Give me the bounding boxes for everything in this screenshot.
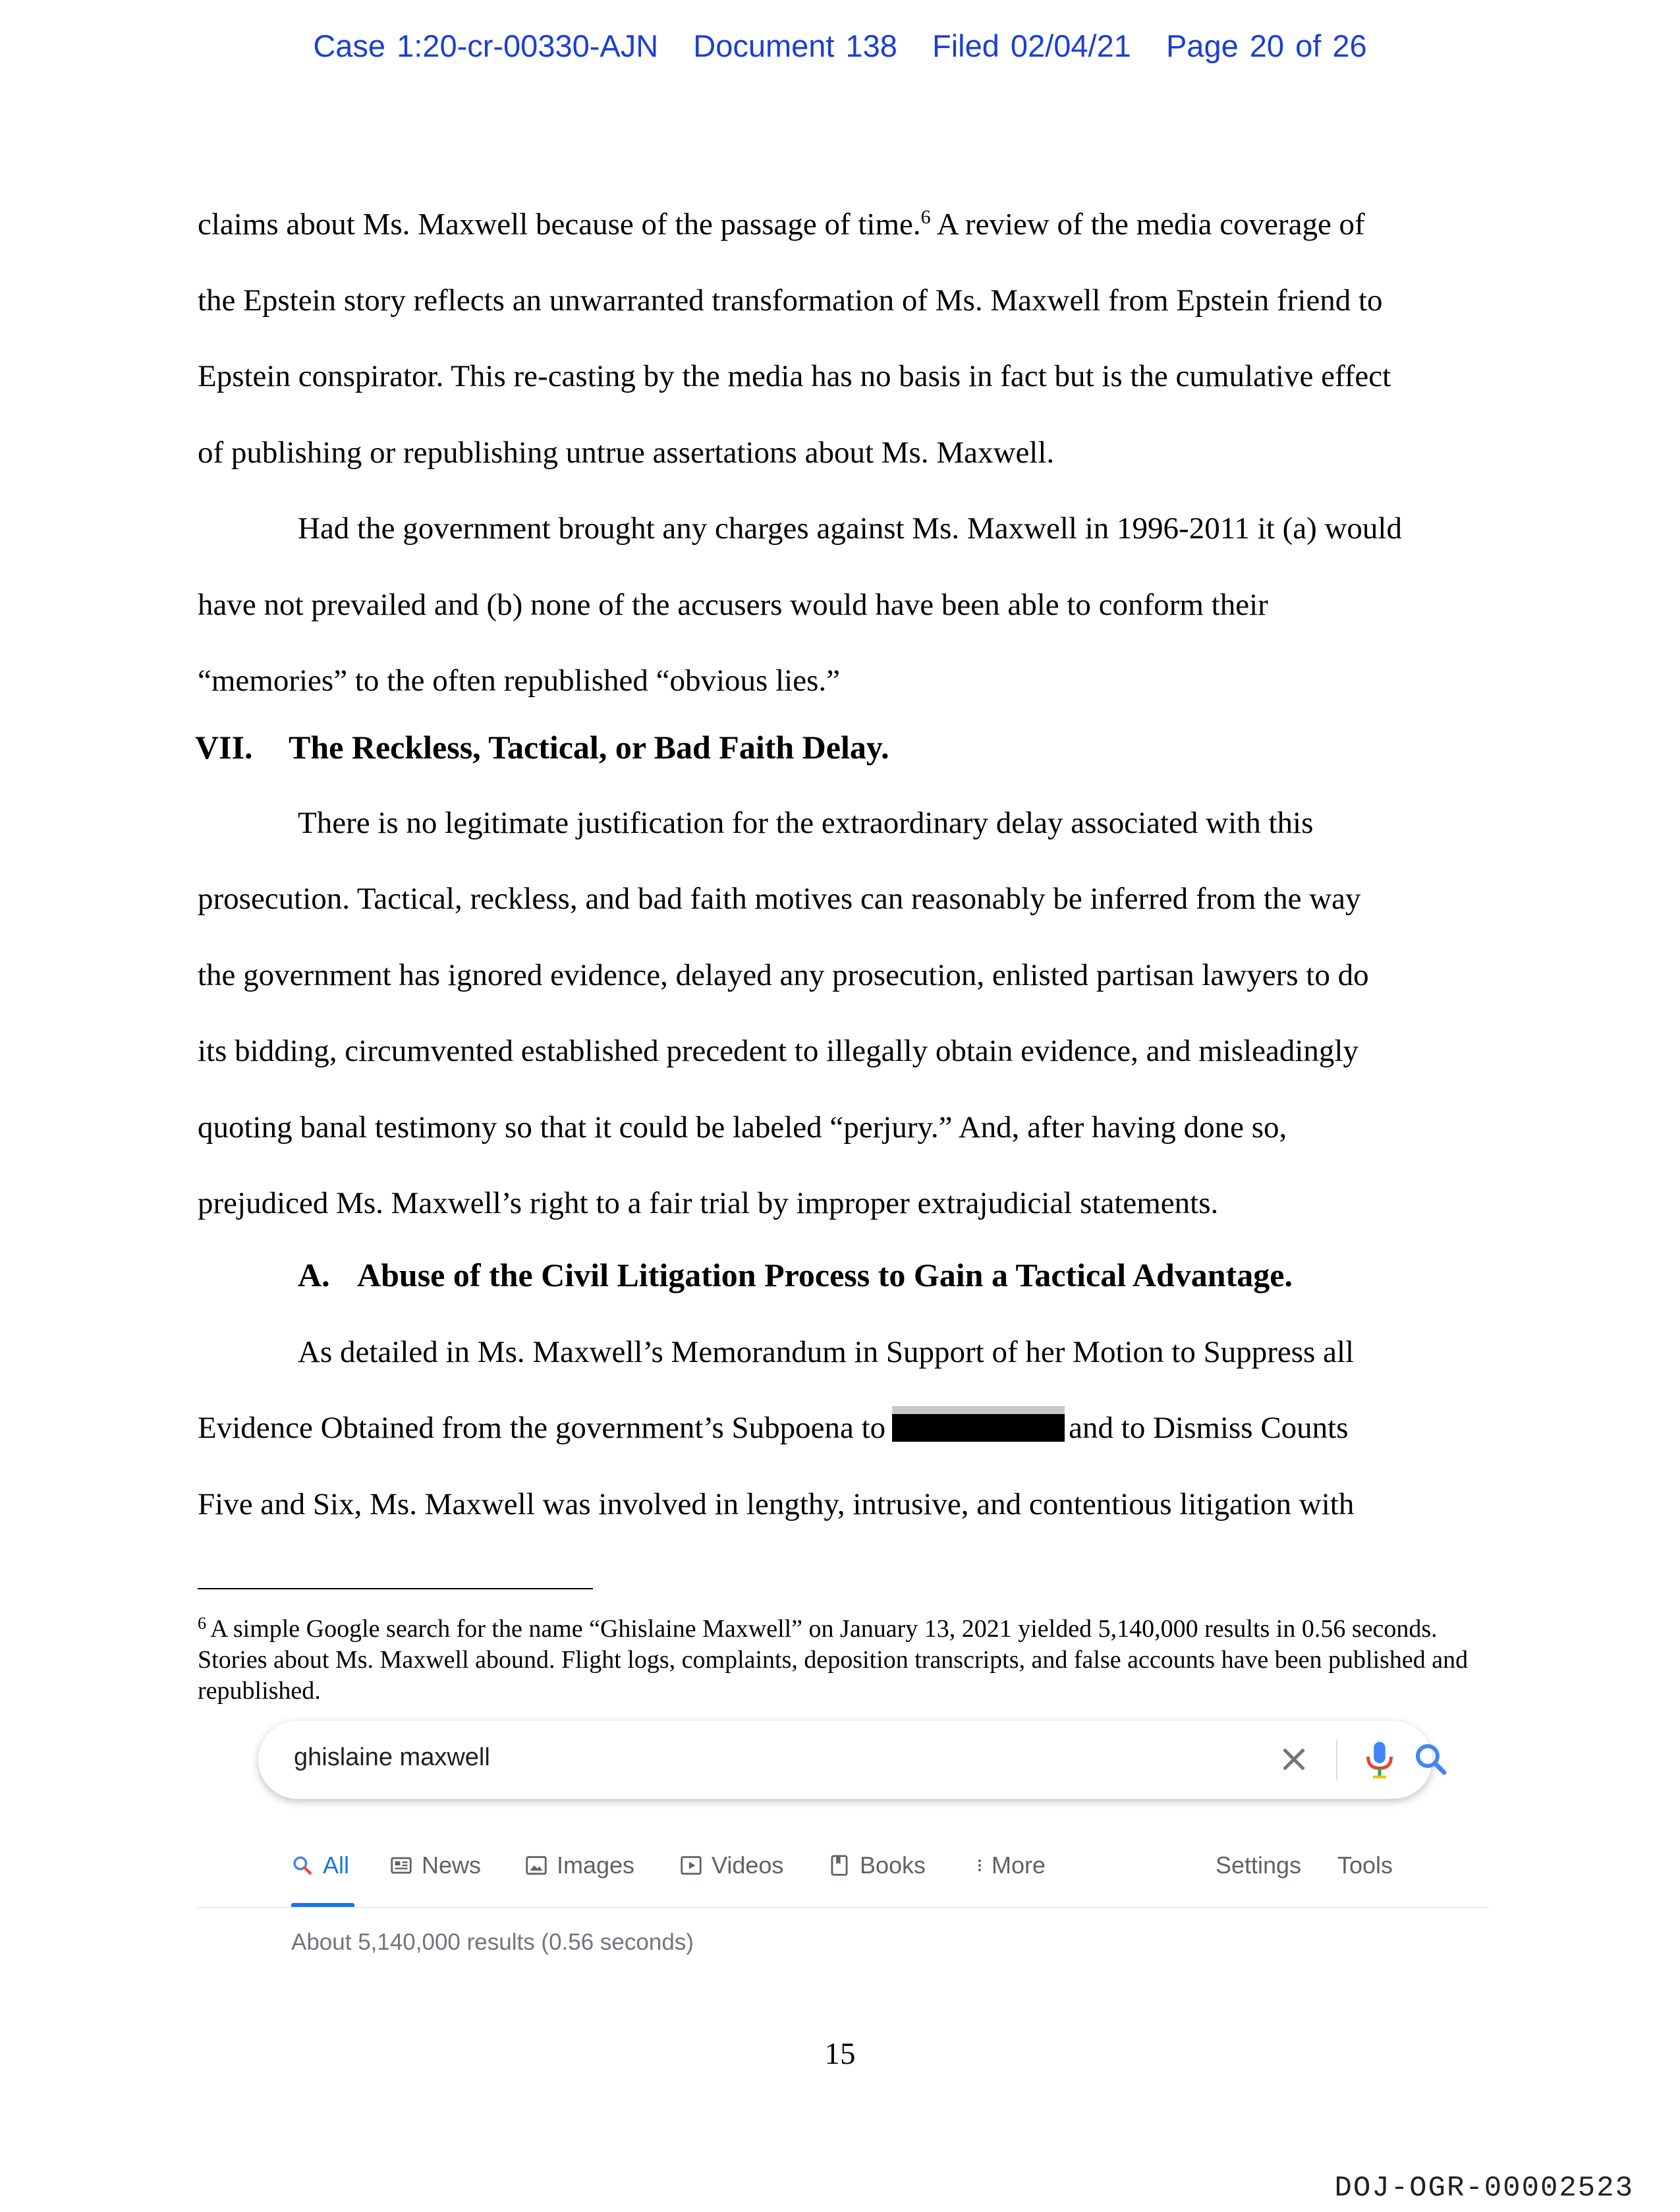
tab-settings[interactable]: Settings [1216, 1852, 1302, 1879]
search-divider [1336, 1740, 1337, 1780]
text-line: Had the government brought any charges against Ms. Maxwell in 1996-2011 it (a) would [298, 511, 1402, 546]
page-number: 15 [824, 2037, 856, 2071]
play-icon [679, 1853, 704, 1878]
book-icon [827, 1853, 852, 1878]
news-icon [389, 1853, 414, 1878]
tabs-divider [198, 1907, 1489, 1908]
paragraph-media-coverage [198, 179, 1489, 720]
section-heading-vii: VII. The Reckless, Tactical, or Bad Faith Delay. [195, 729, 889, 766]
text-line: quoting banal testimony so that it could be labeled “perjury.” And, after having done so, [198, 1110, 1287, 1145]
text-line: its bidding, circumvented established precedent to illegally obtain evidence, and misleadingly [198, 1034, 1358, 1069]
text-line: of publishing or republishing untrue assertations about Ms. Maxwell. [198, 435, 1055, 470]
microphone-icon[interactable] [1360, 1738, 1399, 1782]
case-header [0, 28, 1680, 64]
tab-tools[interactable]: Tools [1337, 1852, 1393, 1879]
search-input[interactable]: ghislaine maxwell [294, 1744, 490, 1771]
text-line: Five and Six, Ms. Maxwell was involved in lengthy, intrusive, and contentious litigation with [198, 1487, 1355, 1521]
search-icon [290, 1853, 315, 1878]
redaction-box [892, 1406, 1065, 1442]
text-line: the government has ignored evidence, delayed any prosecution, enlisted partisan lawyers to do [198, 957, 1369, 992]
tab-books[interactable]: Books [827, 1852, 926, 1879]
footnote-6 [198, 1608, 1489, 1707]
text-line: There is no legitimate justification for the extraordinary delay associated with this [298, 806, 1314, 840]
footnote-marker: 6 [198, 1614, 206, 1633]
tab-all[interactable]: All [290, 1852, 349, 1879]
page-of: Page 20 of 26 [1165, 28, 1367, 63]
case-number: Case 1:20-cr-00330-AJN [313, 28, 659, 63]
text-line: Epstein conspirator. This re-casting by the media has no basis in fact but is the cumulative effect [198, 359, 1391, 394]
tab-videos[interactable]: Videos [679, 1852, 783, 1879]
image-icon [524, 1853, 549, 1878]
paragraph-delay [198, 785, 1489, 1241]
text-line: prosecution. Tactical, reckless, and bad faith motives can reasonably be inferred from the way [198, 882, 1361, 917]
result-stats: About 5,140,000 results (0.56 seconds) [291, 1929, 694, 1955]
section-heading-a: A. Abuse of the Civil Litigation Process to Gain a Tactical Advantage. [298, 1257, 1293, 1293]
close-icon[interactable] [1274, 1740, 1314, 1779]
text-line: claims about Ms. Maxwell because of the passage of time.$^6$ A review of the media coverage of [198, 206, 1365, 242]
more-vert-icon [972, 1853, 988, 1878]
tab-images[interactable]: Images [524, 1852, 634, 1879]
footnote-ref: 6 [920, 206, 931, 228]
tab-more[interactable]: More [972, 1852, 1046, 1879]
text-line: have not prevailed and (b) none of the accusers would have been able to conform their [198, 587, 1268, 622]
text-line: As detailed in Ms. Maxwell’s Memorandum in Support of her Motion to Suppress all [298, 1335, 1355, 1369]
paragraph-civil-litigation [198, 1315, 1489, 1543]
text-line: “memories” to the often republished “obvious lies.” [198, 664, 840, 698]
search-tabs [290, 1852, 1489, 1898]
text-line: the Epstein story reflects an unwarranted transformation of Ms. Maxwell from Epstein friend to [198, 283, 1383, 318]
google-search-screenshot [198, 1721, 1489, 1971]
text-line: prejudiced Ms. Maxwell’s right to a fair trial by improper extrajudicial statements. [198, 1186, 1219, 1221]
search-box[interactable] [258, 1721, 1432, 1799]
document-number: Document 138 [693, 28, 897, 63]
filed-date: Filed 02/04/21 [932, 28, 1131, 63]
footnote-divider [198, 1588, 593, 1589]
text-line: Evidence Obtained from the government’s Subpoena to and to Dismiss Counts [198, 1390, 1489, 1466]
tab-news[interactable]: News [389, 1852, 481, 1879]
footnote-text: A simple Google search for the name “Ghislaine Maxwell” on January 13, 2021 yielded 5,140,000 results in 0.56 seconds. Stories about Ms. Maxwell abound. Flight logs, complaints, deposition transcripts, and false accounts have been published and republished. [198, 1615, 1469, 1705]
search-icon[interactable] [1411, 1740, 1451, 1779]
bates-number: DOJ-OGR-00002523 [1334, 2172, 1634, 2205]
